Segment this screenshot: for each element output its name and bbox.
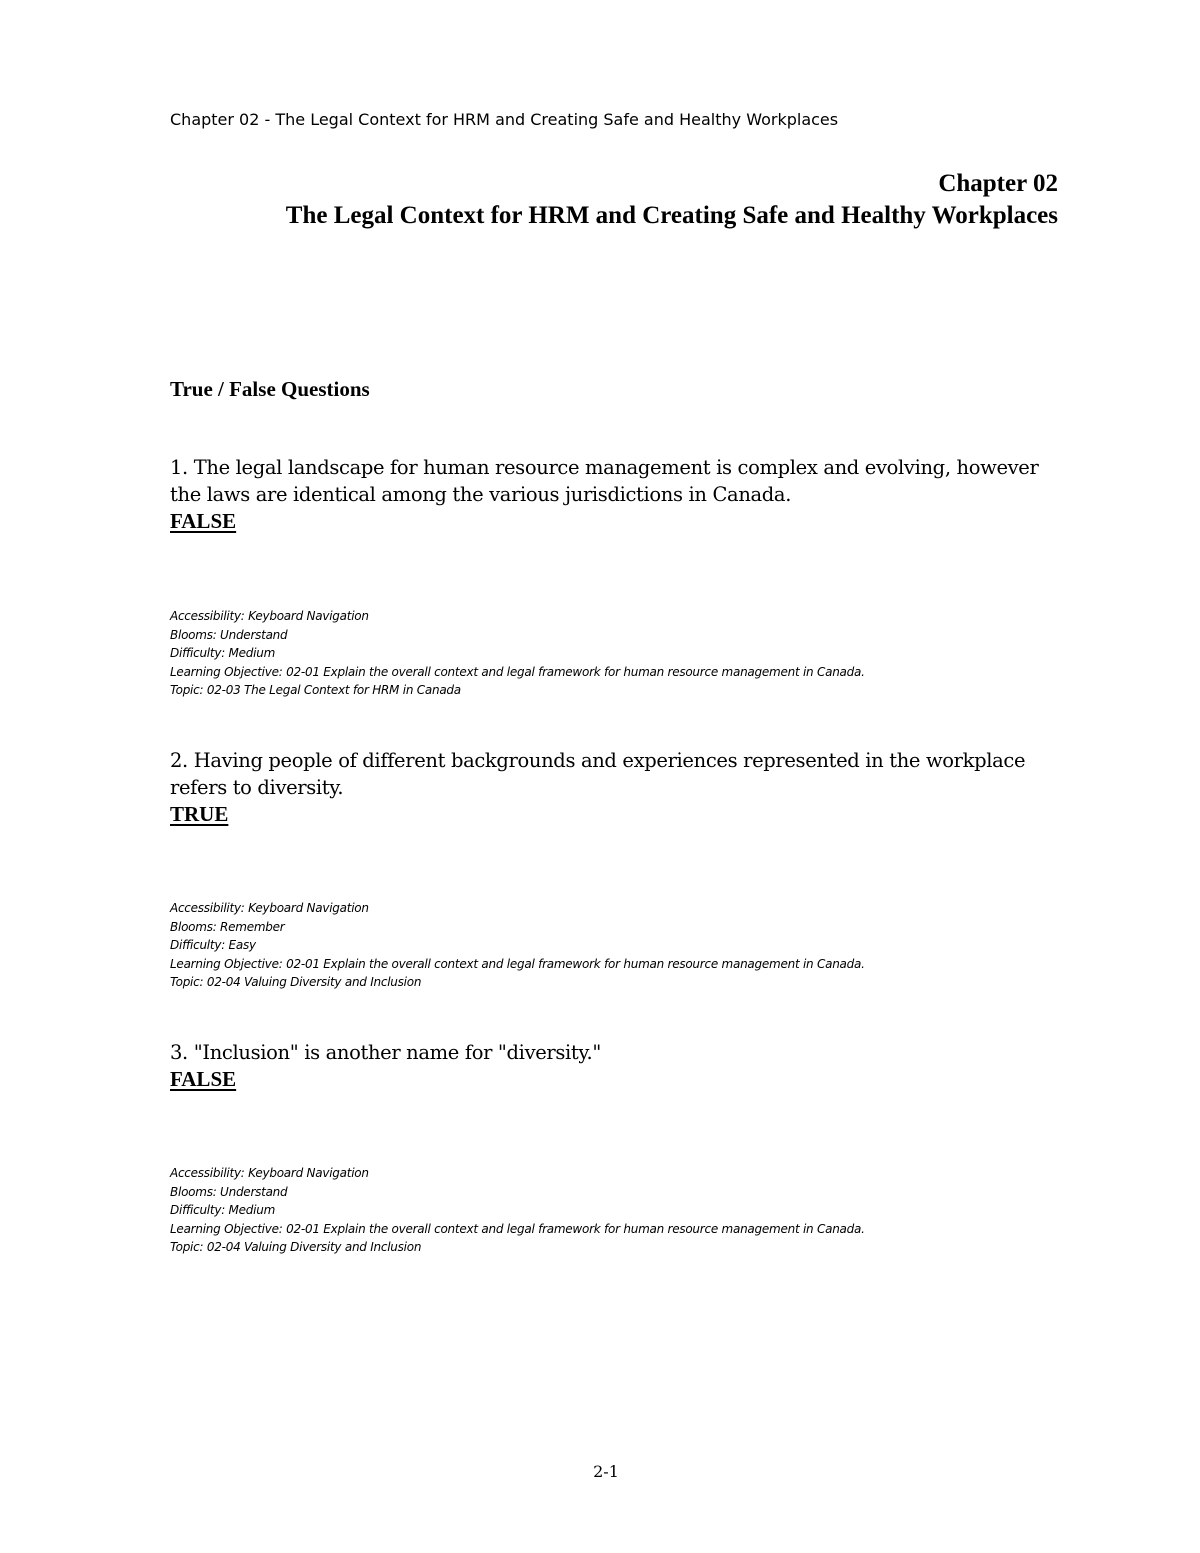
page-number: 2-1 <box>593 1462 619 1481</box>
meta-blooms: Blooms: Remember <box>170 919 285 934</box>
question-2-metadata <box>170 899 865 992</box>
question-3 <box>170 1039 1070 1092</box>
meta-learning-objective: Learning Objective: 02-01 Explain the overall context and legal framework for human resource management in Canada. <box>170 1221 865 1236</box>
meta-blooms: Blooms: Understand <box>170 1184 288 1199</box>
answer-label: FALSE <box>170 1067 237 1091</box>
meta-learning-objective: Learning Objective: 02-01 Explain the overall context and legal framework for human resource management in Canada. <box>170 664 865 679</box>
meta-accessibility: Accessibility: Keyboard Navigation <box>170 901 369 915</box>
meta-accessibility: Accessibility: Keyboard Navigation <box>170 1166 369 1180</box>
meta-difficulty: Difficulty: Easy <box>170 938 256 952</box>
question-3-metadata <box>170 1164 865 1257</box>
question-text: 2. Having people of different backgrounds and experiences represented in the workplace refers to diversity. <box>170 749 1026 799</box>
running-header: Chapter 02 - The Legal Context for HRM and Creating Safe and Healthy Workplaces <box>170 110 839 129</box>
question-text: 1. The legal landscape for human resource management is complex and evolving, however the laws are identical among the various jurisdictions in Canada. <box>170 456 1039 506</box>
answer-label: FALSE <box>170 509 237 533</box>
question-1-metadata <box>170 607 865 700</box>
meta-blooms: Blooms: Understand <box>170 627 288 642</box>
question-text: 3. "Inclusion" is another name for "diversity." <box>170 1041 601 1064</box>
meta-learning-objective: Learning Objective: 02-01 Explain the overall context and legal framework for human resource management in Canada. <box>170 956 865 971</box>
question-2 <box>170 747 1070 827</box>
meta-accessibility: Accessibility: Keyboard Navigation <box>170 609 369 623</box>
meta-difficulty: Difficulty: Medium <box>170 1203 276 1217</box>
meta-topic: Topic: 02-04 Valuing Diversity and Inclusion <box>170 1240 422 1254</box>
chapter-title: The Legal Context for HRM and Creating Safe and Healthy Workplaces <box>285 202 1058 229</box>
meta-topic: Topic: 02-03 The Legal Context for HRM in Canada <box>170 683 461 697</box>
chapter-title-block <box>286 168 1058 232</box>
meta-difficulty: Difficulty: Medium <box>170 646 276 660</box>
question-1 <box>170 454 1070 534</box>
chapter-number: Chapter 02 <box>938 170 1058 197</box>
answer-label: TRUE <box>170 802 229 826</box>
section-heading: True / False Questions <box>170 377 370 401</box>
meta-topic: Topic: 02-04 Valuing Diversity and Inclusion <box>170 975 422 989</box>
